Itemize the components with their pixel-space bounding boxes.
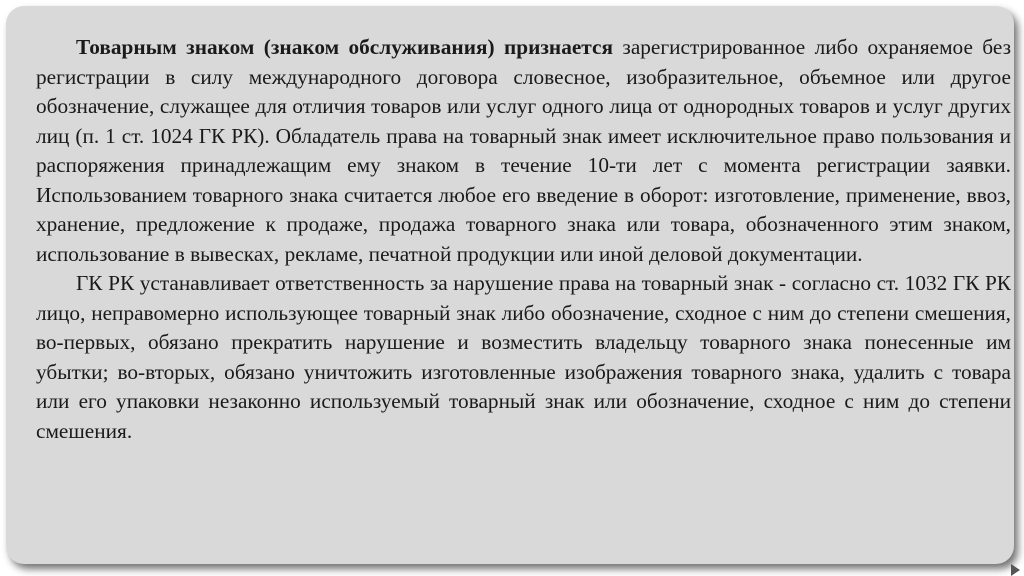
liability-text: ГК РК устанавливает ответственность за нарушение права на товарный знак - согласно ст. 1032 ГК РК лицо, неправомерно использующее товарный знак либо обозначение, сходное с ним до степени смешения, во-первых, обязано прекратить нарушение и возместить владельцу товарного знака понесенные им убытки; во-вторых, обязано уничтожить изготовленные изображения товарного знака, удалить с товара или его упаковки незаконно используемый товарный знак или обозначение, сходное с ним до степени смешения. xyxy=(36,271,1011,443)
next-slide-arrow-icon[interactable] xyxy=(1011,564,1020,576)
definition-term: Товарным знаком (знаком обслуживания) признается xyxy=(76,35,613,59)
text-frame xyxy=(6,6,1014,564)
paragraph-definition xyxy=(36,33,1011,269)
paragraph-liability xyxy=(36,269,1011,446)
definition-text: зарегистрированное либо охраняемое без регистрации в силу международного договора словесное, изобразительное, объемное или другое обозначение, служащее для отличия товаров или услуг одного лица от однородных товаров и услуг других лиц (п. 1 ст. 1024 ГК РК). Обладатель права на товарный знак имеет исключительное право пользования и распоряжения принадлежащим ему знаком в течение 10-ти лет с момента регистрации заявки. Использованием товарного знака считается любое его введение в оборот: изготовление, применение, ввоз, хранение, предложение к продаже, продажа товарного знака или товара, обозначенного этим знаком, использование в вывесках, рекламе, печатной продукции или иной деловой документации. xyxy=(36,35,1011,266)
slide-text-body xyxy=(36,33,1011,446)
